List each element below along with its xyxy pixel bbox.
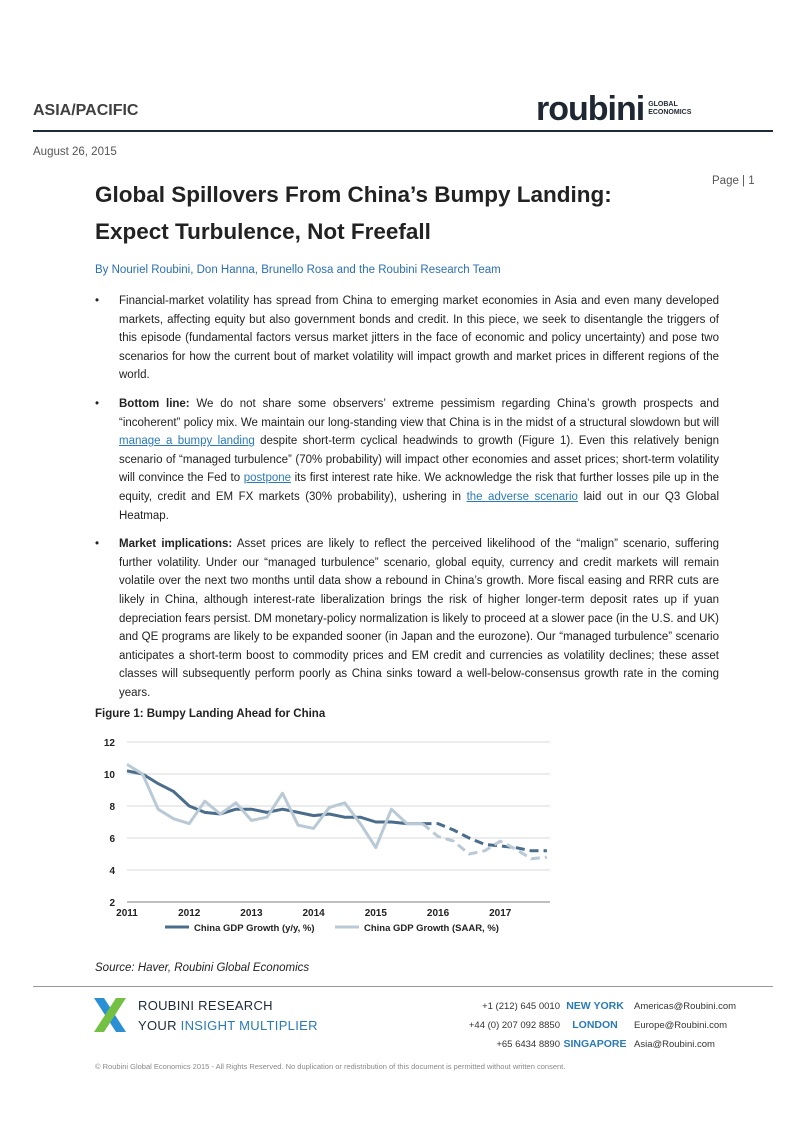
figure-source: Source: Haver, Roubini Global Economics [95,962,310,974]
gdp-growth-chart [95,728,565,948]
logo-subtitle [648,101,691,117]
contact-row-london [440,1019,740,1031]
roubini-x-logo-icon [92,996,128,1034]
logo-sub-line2: ECONOMICS [648,109,692,116]
y-tick-label: 8 [109,802,115,813]
x-tick-label: 2013 [240,908,263,919]
y-tick-label: 6 [109,834,115,845]
tagline-prefix: YOUR [138,1018,181,1033]
bullet-text: laid out in our Q3 Global Heatmap. [119,490,719,522]
bullet-dot: • [95,295,100,307]
publication-date: August 26, 2015 [33,146,117,158]
contact-email[interactable]: Asia@Roubini.com [634,1038,715,1050]
bullet-label: Bottom line: [119,397,190,410]
bullet-market-implications [95,535,719,702]
chart-series [127,764,547,858]
y-tick-label: 10 [103,770,115,781]
legend-label: China GDP Growth (y/y, %) [194,923,315,934]
bullet-label: Market implications: [119,538,233,551]
y-tick-label: 4 [109,866,115,877]
legend-label: China GDP Growth (SAAR, %) [364,923,499,934]
bullet-dot: • [95,397,100,410]
manage-bumpy-landing-link[interactable]: manage a bumpy landing [119,435,255,448]
header-divider [33,130,773,132]
contact-row-new-york [440,1000,740,1012]
title-line-1: Global Spillovers From China’s Bumpy Landing: [95,182,612,207]
brand-name: ROUBINI RESEARCH [138,998,273,1013]
bullet-bottom-line [95,395,719,525]
brand-tagline [138,1018,318,1033]
page-number: Page | 1 [712,175,755,187]
contact-city: SINGAPORE [563,1038,627,1050]
title-line-2: Expect Turbulence, Not Freefall [95,219,431,244]
bullet-text: its first interest rate hike. We acknowledge the risk that further losses pile up in the equity, credit and EM FX markets (30% probability), ushering in [119,472,719,503]
contact-city: LONDON [572,1019,618,1031]
series-yoy [127,771,547,851]
authors-byline: By Nouriel Roubini, Don Hanna, Brunello Rosa and the Roubini Research Team [95,264,501,276]
bullet-text: We do not share some observers’ extreme pessimism regarding China’s growth prospects and “incoherent” policy mix. We maintain our long-standing view that China is in the midst of a structural slowdown but will [119,397,719,429]
bullet-volatility [95,292,719,385]
x-tick-label: 2014 [302,908,325,919]
x-tick-label: 2011 [116,908,138,919]
logo-wordmark: roubini [536,90,645,128]
x-tick-label: 2015 [364,908,387,919]
contact-row-singapore [440,1038,740,1050]
adverse-scenario-link[interactable]: the adverse scenario [466,490,578,503]
contact-phone: +44 (0) 207 092 8850 [468,1019,560,1031]
article-title [95,176,695,250]
y-tick-label: 12 [103,738,115,749]
contact-phone: +1 (212) 645 0010 [482,1000,560,1012]
region-label: ASIA/PACIFIC [33,102,139,119]
bullet-text: despite short-term cyclical headwinds to growth (Figure 1). Even this relatively benign scenario of “managed turbulence” (70% probability) will impact other economies and asset prices; short-term volatility will convince the Fed to [119,435,719,485]
series-saar [127,764,547,858]
x-tick-label: 2012 [178,908,201,919]
summary-bullets [95,292,719,712]
contact-email[interactable]: Europe@Roubini.com [634,1019,728,1031]
contact-email[interactable]: Americas@Roubini.com [634,1000,737,1012]
y-tick-label: 2 [109,898,115,909]
postpone-link[interactable]: postpone [243,472,292,485]
roubini-logo [536,90,692,128]
logo-sub-line1: GLOBAL [648,101,678,108]
series-line-forecast [423,824,547,851]
figure-title: Figure 1: Bumpy Landing Ahead for China [95,708,326,720]
chart-legend [165,923,499,934]
copyright-notice: © Roubini Global Economics 2015 - All Rights Reserved. No duplication or redistribution of this document is permitted without written consent. [95,1062,566,1071]
x-tick-label: 2017 [489,908,512,919]
bullet-text: Financial-market volatility has spread from China to emerging market economies in Asia and even many developed markets, affecting equity but also government bonds and credit. In this piece, we seek to disentangle the triggers of this episode (fundamental factors versus market jitters in the face of economic and policy uncertainty) and pose two scenarios for how the current bout of market volatility will impact growth and market prices in different regions of the world. [119,295,719,382]
bullet-dot: • [95,538,100,551]
footer-divider [33,986,773,987]
contact-city: NEW YORK [566,1000,624,1012]
x-tick-label: 2016 [426,908,450,919]
tagline-highlight: INSIGHT MULTIPLIER [180,1018,318,1033]
contact-phone: +65 6434 8890 [496,1038,560,1050]
bullet-text: Asset prices are likely to reflect the perceived likelihood of the “malign” scenario, suffering further volatility. Under our “managed turbulence” scenario, global equity, currency and credit markets will remain volatile over the next two months until data show a rebound in China’s growth. More fiscal easing and RRR cuts are likely in China, although interest-rate liberalization brings the risk of higher longer-term deposit rates up if yuan depreciation fears persist. DM monetary-policy normalization is likely to proceed at a slower pace (in the U.S. and UK) and QE programs are likely to be expanded sooner (in Japan and the eurozone). Our “managed turbulence” scenario anticipates a short-term boost to commodity prices and EM credit and currencies as volatility declines; these asset classes will subsequently perform poorly as China sinks toward a well-below-consensus growth rate in the coming years. [119,538,719,699]
series-line-forecast [423,824,547,859]
